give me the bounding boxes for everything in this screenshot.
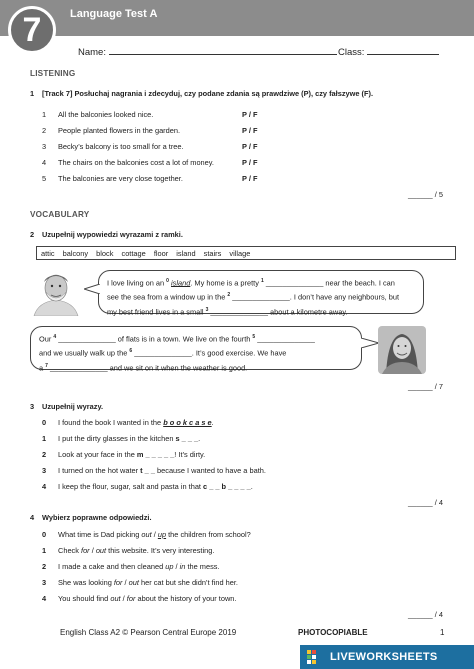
vocabulary-heading: VOCABULARY (30, 210, 90, 219)
class-row (338, 46, 439, 58)
class-input-line[interactable] (367, 46, 439, 55)
speech-bubble-man (98, 270, 424, 317)
name-row (78, 46, 337, 58)
task3-item: 2 Look at your face in the m _ _ _ _ _! It’s dirty. (42, 450, 206, 459)
bubble2-tail (361, 338, 379, 348)
option-b[interactable]: in (179, 562, 186, 571)
pf-choice[interactable]: P / F (242, 158, 258, 167)
gap-7[interactable]: ______________ and we sit on it when the weather is good. (47, 363, 248, 373)
bubble1-tail (84, 284, 100, 294)
task3-item: 3 I turned on the hot water t _ _ because I wanted to have a bath. (42, 466, 266, 475)
task2-instruction: 2 Uzupełnij wypowiedzi wyrazami z ramki. (30, 230, 183, 239)
gap-6[interactable]: ______________. It’s good exercise. We have (132, 348, 287, 358)
word-item: balcony (62, 249, 89, 258)
word-gap[interactable]: c _ _ b _ _ _ _ (203, 482, 251, 491)
word-item: island (176, 249, 196, 258)
option-a[interactable]: for (113, 578, 123, 587)
task2-score: ______ / 7 (408, 382, 443, 391)
task3-item: 0 I found the book I wanted in the b o o k c a s e. (42, 418, 214, 427)
word-box (36, 246, 456, 260)
task3-item: 1 I put the dirty glasses in the kitchen s _ _ _. (42, 434, 201, 443)
listening-item: 2 People planted flowers in the garden. (42, 126, 181, 135)
word-gap[interactable]: s _ _ _ (175, 434, 199, 443)
gap-3[interactable]: ______________ about a kilometre away. (208, 307, 348, 317)
unit-badge: 7 (8, 6, 56, 54)
name-input-line[interactable] (109, 46, 337, 55)
word-item: attic (41, 249, 55, 258)
pf-choice[interactable]: P / F (242, 110, 258, 119)
task4-item: 4 You should find out / for about the history of your town. (42, 594, 237, 603)
task1-number: 1 (30, 89, 35, 98)
task4-item: 2 I made a cake and then cleaned up / in the mess. (42, 562, 220, 571)
task4-score: ______ / 4 (408, 610, 443, 619)
gap-5[interactable]: ______________ (255, 334, 315, 344)
listening-item: 1 All the balconies looked nice. (42, 110, 154, 119)
man-photo (28, 268, 84, 316)
gap-4[interactable]: ______________ of flats is in a town. We live on the fourth (56, 334, 253, 344)
example-answer: up (157, 530, 167, 539)
option-a: out (141, 530, 152, 539)
option-a[interactable]: for (81, 546, 90, 555)
task3-item: 4 I keep the flour, sugar, salt and pasta in that c _ _ b _ _ _ _. (42, 482, 253, 491)
listening-item: 3 Becky’s balcony is too small for a tree. (42, 142, 184, 151)
pf-choice[interactable]: P / F (242, 126, 258, 135)
word-gap[interactable]: t _ _ (140, 466, 155, 475)
word-item: floor (153, 249, 169, 258)
example-answer: island (171, 278, 191, 288)
class-label: Class: (338, 47, 365, 58)
option-a[interactable]: out (110, 594, 121, 603)
photocopiable-label: PHOTOCOPIABLE (298, 628, 368, 637)
task4-item: 3 She was looking for / out her cat but she didn’t find her. (42, 578, 238, 587)
word-item: village (229, 249, 251, 258)
option-a[interactable]: up (165, 562, 174, 571)
page-number: 1 (440, 628, 445, 637)
copyright-text: English Class A2 © Pearson Central Europe 2019 (60, 628, 237, 637)
gap-1[interactable]: ______________ near the beach. I can (263, 278, 395, 288)
pf-choice[interactable]: P / F (242, 174, 258, 183)
task4-item: 0 What time is Dad picking out / up the children from school? (42, 530, 251, 539)
task4-number: 4 (30, 513, 35, 522)
word-item: block (96, 249, 114, 258)
bubble1-line3: my best friend lives in a small $^3$ ______________ about a kilometre away. (107, 306, 348, 317)
bubble2-line3: a $^7$ ______________ and we sit on it when the weather is good. (39, 362, 248, 373)
example-answer: b o o k c a s e (163, 418, 212, 427)
task2-number: 2 (30, 230, 35, 239)
option-b[interactable]: for (126, 594, 136, 603)
listening-heading: LISTENING (30, 69, 76, 78)
test-title: Language Test A (70, 8, 158, 20)
name-label: Name: (78, 47, 106, 58)
woman-photo (378, 326, 426, 374)
bubble2-line1: Our $^4$ ______________ of flats is in a town. We live on the fourth $^5$ ______________ (39, 334, 315, 344)
task3-number: 3 (30, 402, 35, 411)
bubble1-line2: see the sea from a window up in the $^2$ ______________. I don’t have any neighbours, but (107, 292, 400, 302)
task3-instruction: 3 Uzupełnij wyrazy. (30, 402, 104, 411)
word-gap[interactable]: m _ _ _ _ _ (136, 450, 175, 459)
bubble2-line2: and we usually walk up the $^6$ ______________. It’s good exercise. We have (39, 348, 287, 358)
task4-instruction: 4 Wybierz poprawne odpowiedzi. (30, 513, 152, 522)
task4-item: 1 Check for / out this website. It’s very interesting. (42, 546, 215, 555)
option-b[interactable]: out (128, 578, 139, 587)
bubble1-line1: I love living on an $^0$ island. My home is a pretty $^1$ ______________ near the beach. I can (107, 278, 395, 288)
task3-score: ______ / 4 (408, 498, 443, 507)
word-item: stairs (203, 249, 222, 258)
liveworksheets-logo-icon (306, 648, 326, 666)
gap-2[interactable]: ______________. I don’t have any neighbours, but (230, 292, 400, 302)
task1-instruction: 1 [Track 7] Posłuchaj nagrania i zdecyduj, czy podane zdania są prawdziwe (P), czy fałszywe (F). (30, 89, 374, 98)
listening-item: 5 The balconies are very close together. (42, 174, 183, 183)
listening-score: ______ / 5 (408, 190, 443, 199)
word-item: cottage (121, 249, 146, 258)
liveworksheets-brand: LIVEWORKSHEETS (330, 651, 438, 663)
listening-item: 4 The chairs on the balconies cost a lot of money. (42, 158, 214, 167)
option-b[interactable]: out (95, 546, 107, 555)
speech-bubble-woman (30, 326, 362, 373)
pf-choice[interactable]: P / F (242, 142, 258, 151)
